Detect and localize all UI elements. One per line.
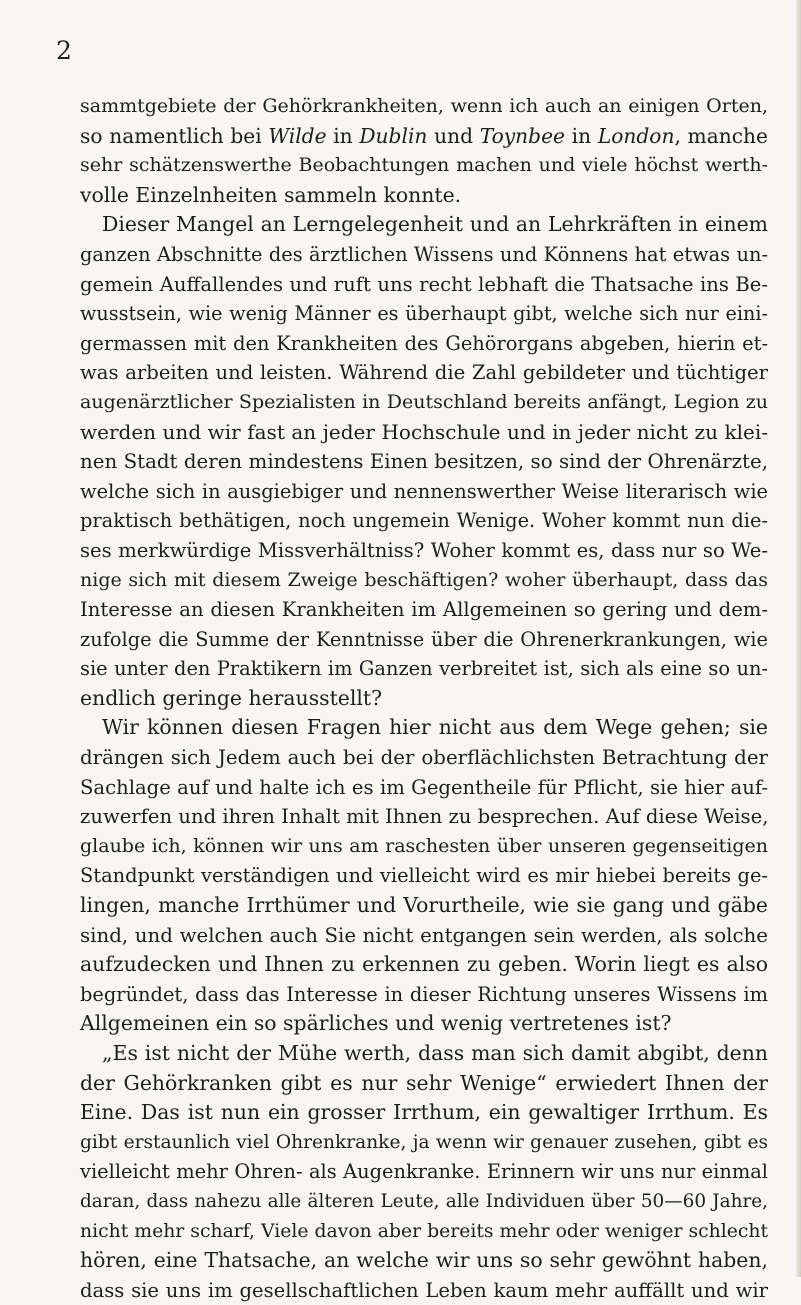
text-line (80, 1128, 768, 1158)
text-line (80, 1217, 768, 1247)
text-segment: aufzudecken und Ihnen zu erkennen zu geben. Worin liegt es also (80, 952, 768, 977)
text-line (80, 743, 768, 773)
text-segment: dass sie uns im gesellschaftlichen Leben kaum mehr auffällt und wir (80, 1278, 768, 1302)
text-line (80, 654, 768, 684)
text-segment: Dieser Mangel an Lerngelegenheit und an Lehrkräften in einem (102, 212, 768, 237)
text-segment: was arbeiten und leisten. Während die Zahl gebildeter und tüchtiger (80, 361, 768, 385)
text-segment: Wir können diesen Fragen hier nicht aus dem Wege gehen; sie (102, 715, 768, 740)
text-segment: daran, dass nahezu alle älteren Leute, alle Individuen über 50—60 Jahre, (80, 1190, 768, 1212)
text-segment: ganzen Abschnitte des ärztlichen Wissens und Könnens hat etwas un- (80, 242, 768, 266)
text-line (80, 891, 768, 921)
italic-name: London (597, 123, 675, 148)
text-segment: Sachlage auf und halte ich es im Gegentheile für Pflicht, sie hier auf- (80, 775, 768, 799)
text-segment: zuwerfen und ihren Inhalt mit Ihnen zu besprechen. Auf diese Weise, (80, 805, 769, 829)
text-line (80, 625, 768, 655)
text-segment: der Gehörkranken gibt es nur sehr Wenige“ erwiedert Ihnen der (80, 1070, 768, 1095)
text-segment: praktisch bethätigen, noch ungemein Wenige. Woher kommt nun die- (80, 509, 768, 533)
body-text (80, 92, 768, 1305)
text-line (80, 980, 768, 1010)
text-segment: sammtgebiete der Gehörkrankheiten, wenn ich auch an einigen Orten, (80, 95, 768, 117)
text-line (80, 536, 768, 566)
text-segment: wusstsein, wie wenig Männer es überhaupt gibt, welche sich nur eini- (80, 302, 768, 326)
text-line (80, 240, 768, 270)
text-line (80, 122, 768, 152)
text-line (80, 802, 768, 832)
italic-name: Wilde (268, 123, 327, 148)
text-line (80, 1098, 768, 1128)
text-segment: begründet, dass das Interesse in dieser Richtung unseres Wissens im (80, 982, 768, 1006)
text-segment: Allgemeinen ein so spärliches und wenig vertretenes ist? (80, 1011, 672, 1036)
text-line (80, 151, 768, 181)
text-segment: glaube ich, können wir uns am raschesten über unseren gegenseitigen (80, 834, 768, 857)
text-segment: hören, eine Thatsache, an welche wir uns so sehr gewöhnt haben, (80, 1248, 768, 1273)
text-line (80, 861, 768, 891)
text-line (80, 1246, 768, 1276)
text-line (80, 181, 768, 211)
text-segment: nen Stadt deren mindestens Einen besitzen, so sind der Ohrenärzte, (80, 450, 768, 474)
text-line (80, 388, 768, 418)
text-segment: und (427, 123, 480, 148)
text-line (80, 477, 768, 507)
text-segment: endlich geringe herausstellt? (80, 685, 383, 710)
text-segment: volle Einzelnheiten sammeln konnte. (80, 182, 462, 207)
text-segment: lingen, manche Irrthümer und Vorurtheile, wie sie gang und gäbe (80, 893, 768, 918)
page-edge (796, 0, 801, 1277)
text-line (80, 595, 768, 625)
text-line (80, 832, 768, 862)
text-segment: welche sich in ausgiebiger und nennenswerther Weise literarisch wie (80, 479, 768, 503)
text-line (80, 210, 768, 240)
text-line (80, 447, 768, 477)
text-segment: in (326, 123, 360, 148)
text-segment: ses merkwürdige Missverhältniss? Woher kommt es, dass nur so We- (80, 538, 768, 562)
text-line (80, 1069, 768, 1099)
text-segment: in (564, 123, 598, 148)
text-segment: zufolge die Summe der Kenntnisse über die Ohrenerkrankungen, wie (80, 627, 768, 651)
text-segment: nige sich mit diesem Zweige beschäftigen? woher überhaupt, dass das (80, 568, 768, 591)
page-number: 2 (56, 36, 72, 65)
text-line (80, 950, 768, 980)
text-line (80, 92, 768, 122)
text-segment: „Es ist nicht der Mühe werth, dass man sich damit abgibt, denn (102, 1041, 768, 1065)
italic-name: Dublin (359, 123, 428, 148)
text-segment: gemein Auffallendes und ruft uns recht lebhaft die Thatsache ins Be- (80, 272, 768, 296)
text-segment: , manche (674, 123, 768, 148)
text-line (80, 270, 768, 300)
text-segment: Standpunkt verständigen und vielleicht wird es mir hiebei bereits ge- (80, 864, 768, 888)
text-segment: so namentlich bei (80, 123, 269, 148)
text-segment: drängen sich Jedem auch bei der oberflächlichsten Betrachtung der (80, 746, 768, 770)
text-line (80, 921, 768, 951)
text-line (80, 1276, 768, 1305)
text-line (80, 299, 768, 329)
italic-name: Toynbee (479, 123, 565, 148)
text-segment: gibt erstaunlich viel Ohrenkranke, ja wenn wir genauer zusehen, gibt es (80, 1131, 768, 1153)
text-segment: sehr schätzenswerthe Beobachtungen machen und viele höchst werth- (80, 154, 768, 177)
text-line (80, 418, 768, 448)
text-line (80, 1009, 768, 1039)
text-line (80, 1157, 768, 1187)
text-segment: werden und wir fast an jeder Hochschule und in jeder nicht zu klei- (80, 419, 768, 444)
text-segment: Eine. Das ist nun ein grosser Irrthum, ein gewaltiger Irrthum. Es (80, 1100, 768, 1125)
text-segment: nicht mehr scharf, Viele davon aber bereits mehr oder weniger schlecht (80, 1220, 768, 1242)
text-line (80, 684, 768, 714)
text-line (80, 773, 768, 803)
text-segment: sind, und welchen auch Sie nicht entgangen sein werden, als solche (80, 923, 768, 947)
text-line (80, 329, 768, 359)
text-line (80, 358, 768, 388)
text-segment: sie unter den Praktikern im Ganzen verbreitet ist, sich als eine so un- (80, 657, 768, 681)
text-segment: augenärztlicher Spezialisten in Deutschland bereits anfängt, Legion zu (80, 390, 768, 413)
text-segment: vielleicht mehr Ohren- als Augenkranke. Erinnern wir uns nur einmal (80, 1160, 768, 1184)
text-line (80, 506, 768, 536)
text-line (80, 1187, 768, 1217)
text-line (80, 566, 768, 596)
text-segment: germassen mit den Krankheiten des Gehörorgans abgeben, hierin et- (80, 331, 768, 355)
text-line (80, 713, 768, 743)
text-line (80, 1039, 768, 1069)
text-segment: Interesse an diesen Krankheiten im Allgemeinen so gering und dem- (80, 598, 768, 622)
